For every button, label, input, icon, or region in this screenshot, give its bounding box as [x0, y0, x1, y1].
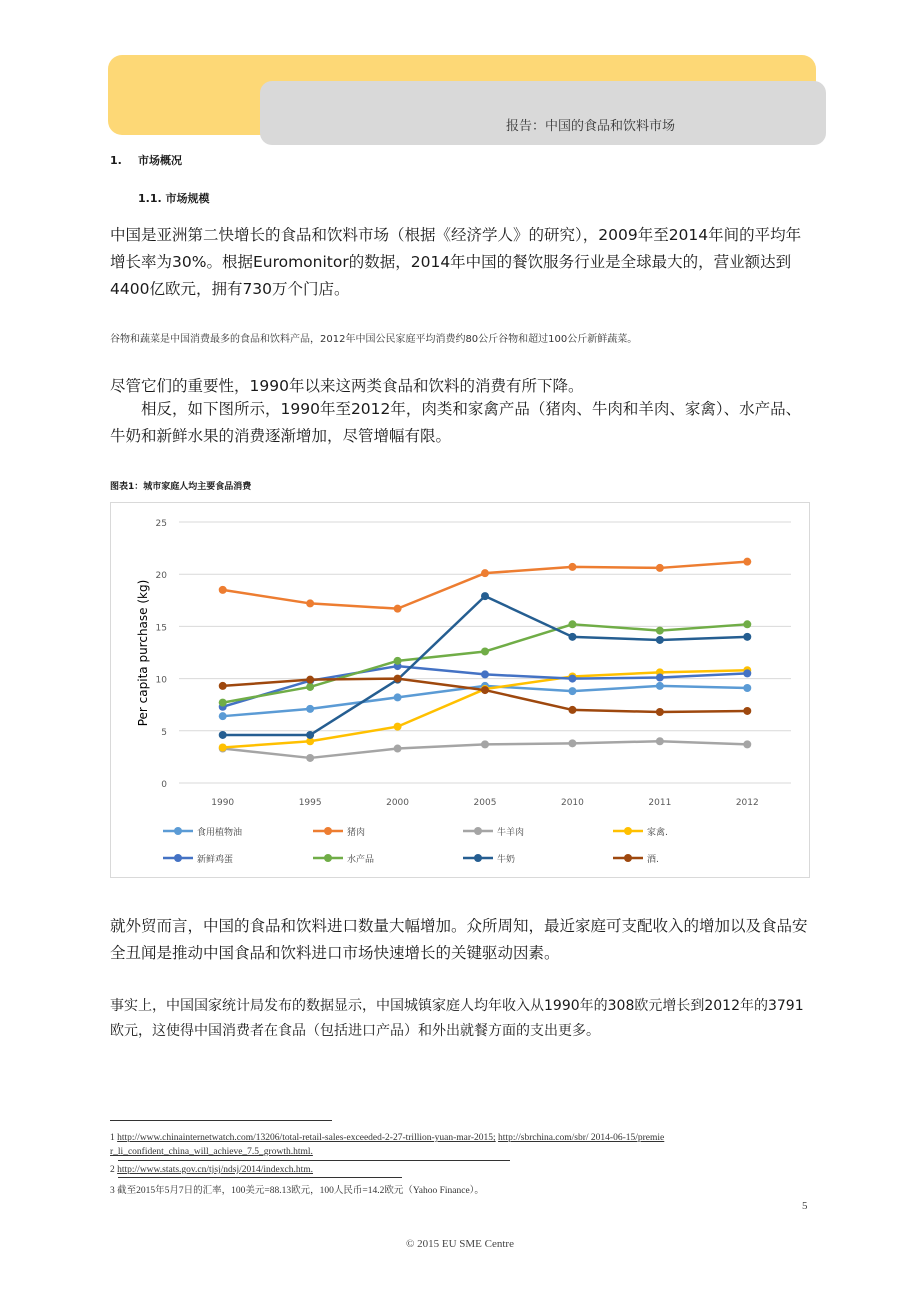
data-point-s5-2010: [568, 675, 576, 683]
data-point-s3-2010: [568, 739, 576, 747]
data-point-s2-2005: [481, 569, 489, 577]
paragraph-market-growth: 中国是亚洲第二快增长的食品和饮料市场（根据《经济学人》的研究），2009年至2014年间的平均年增长率为30%。根据Euromonitor的数据，2014年中国的餐饮服务行业是全球最大的，营业额达到4400亿欧元，拥有730万个门店。: [110, 226, 802, 298]
data-point-s8-2005: [481, 686, 489, 694]
data-point-s8-2011: [656, 708, 664, 716]
data-point-s3-2012: [743, 740, 751, 748]
legend-marker-4: [624, 827, 632, 835]
legend-marker-6: [324, 854, 332, 862]
data-point-s1-2000: [394, 693, 402, 701]
footnote-1-number: 1: [110, 1133, 115, 1143]
footnote-1-link-b-cont[interactable]: r_li_confident_china_will_achieve_7.5_growth.html.: [110, 1147, 313, 1157]
series-line-2: [223, 562, 748, 609]
data-point-s7-2011: [656, 636, 664, 644]
data-point-s5-2005: [481, 670, 489, 678]
data-point-s7-2005: [481, 592, 489, 600]
footnote-2-link[interactable]: http://www.stats.gov.cn/tjsj/ndsj/2014/indexch.htm.: [117, 1165, 314, 1175]
x-tick-label-2012: 2012: [735, 798, 759, 808]
x-tick-label-1995: 1995: [298, 798, 322, 808]
figure-caption: 图表1：城市家庭人均主要食品消费: [110, 482, 252, 492]
y-tick-label-25: 25: [155, 519, 167, 529]
data-point-s8-2000: [394, 675, 402, 683]
x-tick-label-2011: 2011: [648, 798, 672, 808]
data-point-s4-1990: [219, 744, 227, 752]
footnote-2-number: 2: [110, 1165, 115, 1175]
paragraph-income-growth: 事实上，中国国家统计局发布的数据显示，中国城镇家庭人均年收入从1990年的308欧元增长到2012年的3791欧元，这使得中国消费者在食品（包括进口产品）和外出就餐方面的支出更多。: [110, 998, 804, 1039]
paragraph-foreign-trade: 就外贸而言，中国的食品和饮料进口数量大幅增加。众所周知，最近家庭可支配收入的增加以及食品安全丑闻是推动中国食品和饮料进口市场快速增长的关键驱动因素。: [110, 917, 808, 962]
y-tick-label-0: 0: [161, 780, 167, 790]
data-point-s6-1995: [306, 683, 314, 691]
data-point-s8-1990: [219, 682, 227, 690]
x-tick-label-1990: 1990: [211, 798, 235, 808]
data-point-s7-1995: [306, 731, 314, 739]
data-point-s1-2010: [568, 687, 576, 695]
legend-label-2: 猪肉: [347, 828, 366, 838]
x-tick-label-2000: 2000: [386, 798, 410, 808]
data-point-s3-1995: [306, 754, 314, 762]
legend-label-3: 牛羊肉: [497, 828, 525, 838]
footnote-2: [110, 1165, 313, 1175]
series-line-7: [223, 596, 748, 735]
footnote-1: [110, 1133, 664, 1143]
legend-marker-3: [474, 827, 482, 835]
data-point-s8-2012: [743, 707, 751, 715]
legend-marker-7: [474, 854, 482, 862]
footnote-1-continuation: [110, 1147, 313, 1157]
x-tick-label-2010: 2010: [560, 798, 584, 808]
section-title: 市场概况: [138, 154, 182, 167]
data-point-s6-2000: [394, 657, 402, 665]
data-point-s3-2005: [481, 740, 489, 748]
paragraph-grains-vegetables: 谷物和蔬菜是中国消费最多的食品和饮料产品，2012年中国公民家庭平均消费约80公斤谷物和超过100公斤新鲜蔬菜。: [110, 334, 638, 345]
data-point-s2-2010: [568, 563, 576, 571]
report-title: 报告：中国的食品和饮料市场: [506, 119, 676, 134]
data-point-s2-1995: [306, 599, 314, 607]
footnote-1-link-a[interactable]: http://www.chinainternetwatch.com/13206/total-retail-sales-exceeded-2-27-trillion-yuan-mar-2015;: [117, 1133, 496, 1143]
x-tick-label-2005: 2005: [473, 798, 497, 808]
footnote-2-underline: [118, 1177, 402, 1178]
footnote-3: 3 截至2015年5月7日的汇率，100美元=88.13欧元，100人民币=14.2欧元（Yahoo Finance）。: [110, 1186, 484, 1196]
paragraph-decline: 尽管它们的重要性，1990年以来这两类食品和饮料的消费有所下降。: [110, 377, 584, 395]
data-point-s3-2000: [394, 745, 402, 753]
data-point-s1-2012: [743, 684, 751, 692]
legend-label-1: 食用植物油: [197, 828, 243, 838]
data-point-s3-2011: [656, 737, 664, 745]
legend-marker-8: [624, 854, 632, 862]
data-point-s7-2012: [743, 633, 751, 641]
data-point-s2-2012: [743, 558, 751, 566]
data-point-s1-1995: [306, 705, 314, 713]
y-axis-title: Per capita purchase (kg): [136, 579, 150, 727]
paragraph-meat-increase: 相反，如下图所示，1990年至2012年，肉类和家禽产品（猪肉、牛肉和羊肉、家禽）、水产品、牛奶和新鲜水果的消费逐渐增加，尽管增幅有限。: [110, 400, 802, 445]
footnote-1-link-b[interactable]: http://sbrchina.com/sbr/ 2014-06-15/premie: [498, 1133, 665, 1143]
legend-marker-1: [174, 827, 182, 835]
data-point-s6-2010: [568, 620, 576, 628]
footnote-1-underline: [118, 1160, 510, 1161]
legend-marker-5: [174, 854, 182, 862]
chart-container: [110, 502, 810, 878]
data-point-s2-2011: [656, 564, 664, 572]
data-point-s8-2010: [568, 706, 576, 714]
legend-label-4: 家禽.: [647, 828, 668, 838]
data-point-s1-1990: [219, 712, 227, 720]
legend-label-7: 牛奶: [497, 855, 516, 865]
data-point-s6-2011: [656, 627, 664, 635]
y-tick-label-10: 10: [155, 675, 167, 686]
section-heading: [110, 152, 182, 168]
legend-label-5: 新鲜鸡蛋: [197, 855, 234, 865]
data-point-s2-1990: [219, 586, 227, 594]
data-point-s4-2000: [394, 723, 402, 731]
page-number: 5: [802, 1200, 808, 1212]
section-number: 1.: [110, 154, 122, 167]
y-tick-label-20: 20: [155, 571, 167, 582]
data-point-s5-2011: [656, 674, 664, 682]
copyright: © 2015 EU SME Centre: [406, 1238, 514, 1250]
data-point-s7-1990: [219, 731, 227, 739]
data-point-s6-2005: [481, 647, 489, 655]
legend-marker-2: [324, 827, 332, 835]
line-chart: [111, 503, 809, 877]
y-tick-label-5: 5: [161, 727, 167, 738]
header-banner-grey: [260, 81, 826, 145]
legend-label-8: 酒.: [647, 855, 659, 865]
y-tick-label-15: 15: [155, 623, 167, 634]
data-point-s7-2010: [568, 633, 576, 641]
subsection-heading: 1.1. 市场规模: [138, 192, 210, 205]
data-point-s5-2012: [743, 669, 751, 677]
data-point-s2-2000: [394, 605, 402, 613]
data-point-s1-2011: [656, 682, 664, 690]
legend-label-6: 水产品: [347, 855, 375, 865]
data-point-s8-1995: [306, 676, 314, 684]
footnote-rule: [110, 1120, 332, 1121]
data-point-s6-1990: [219, 699, 227, 707]
data-point-s6-2012: [743, 620, 751, 628]
